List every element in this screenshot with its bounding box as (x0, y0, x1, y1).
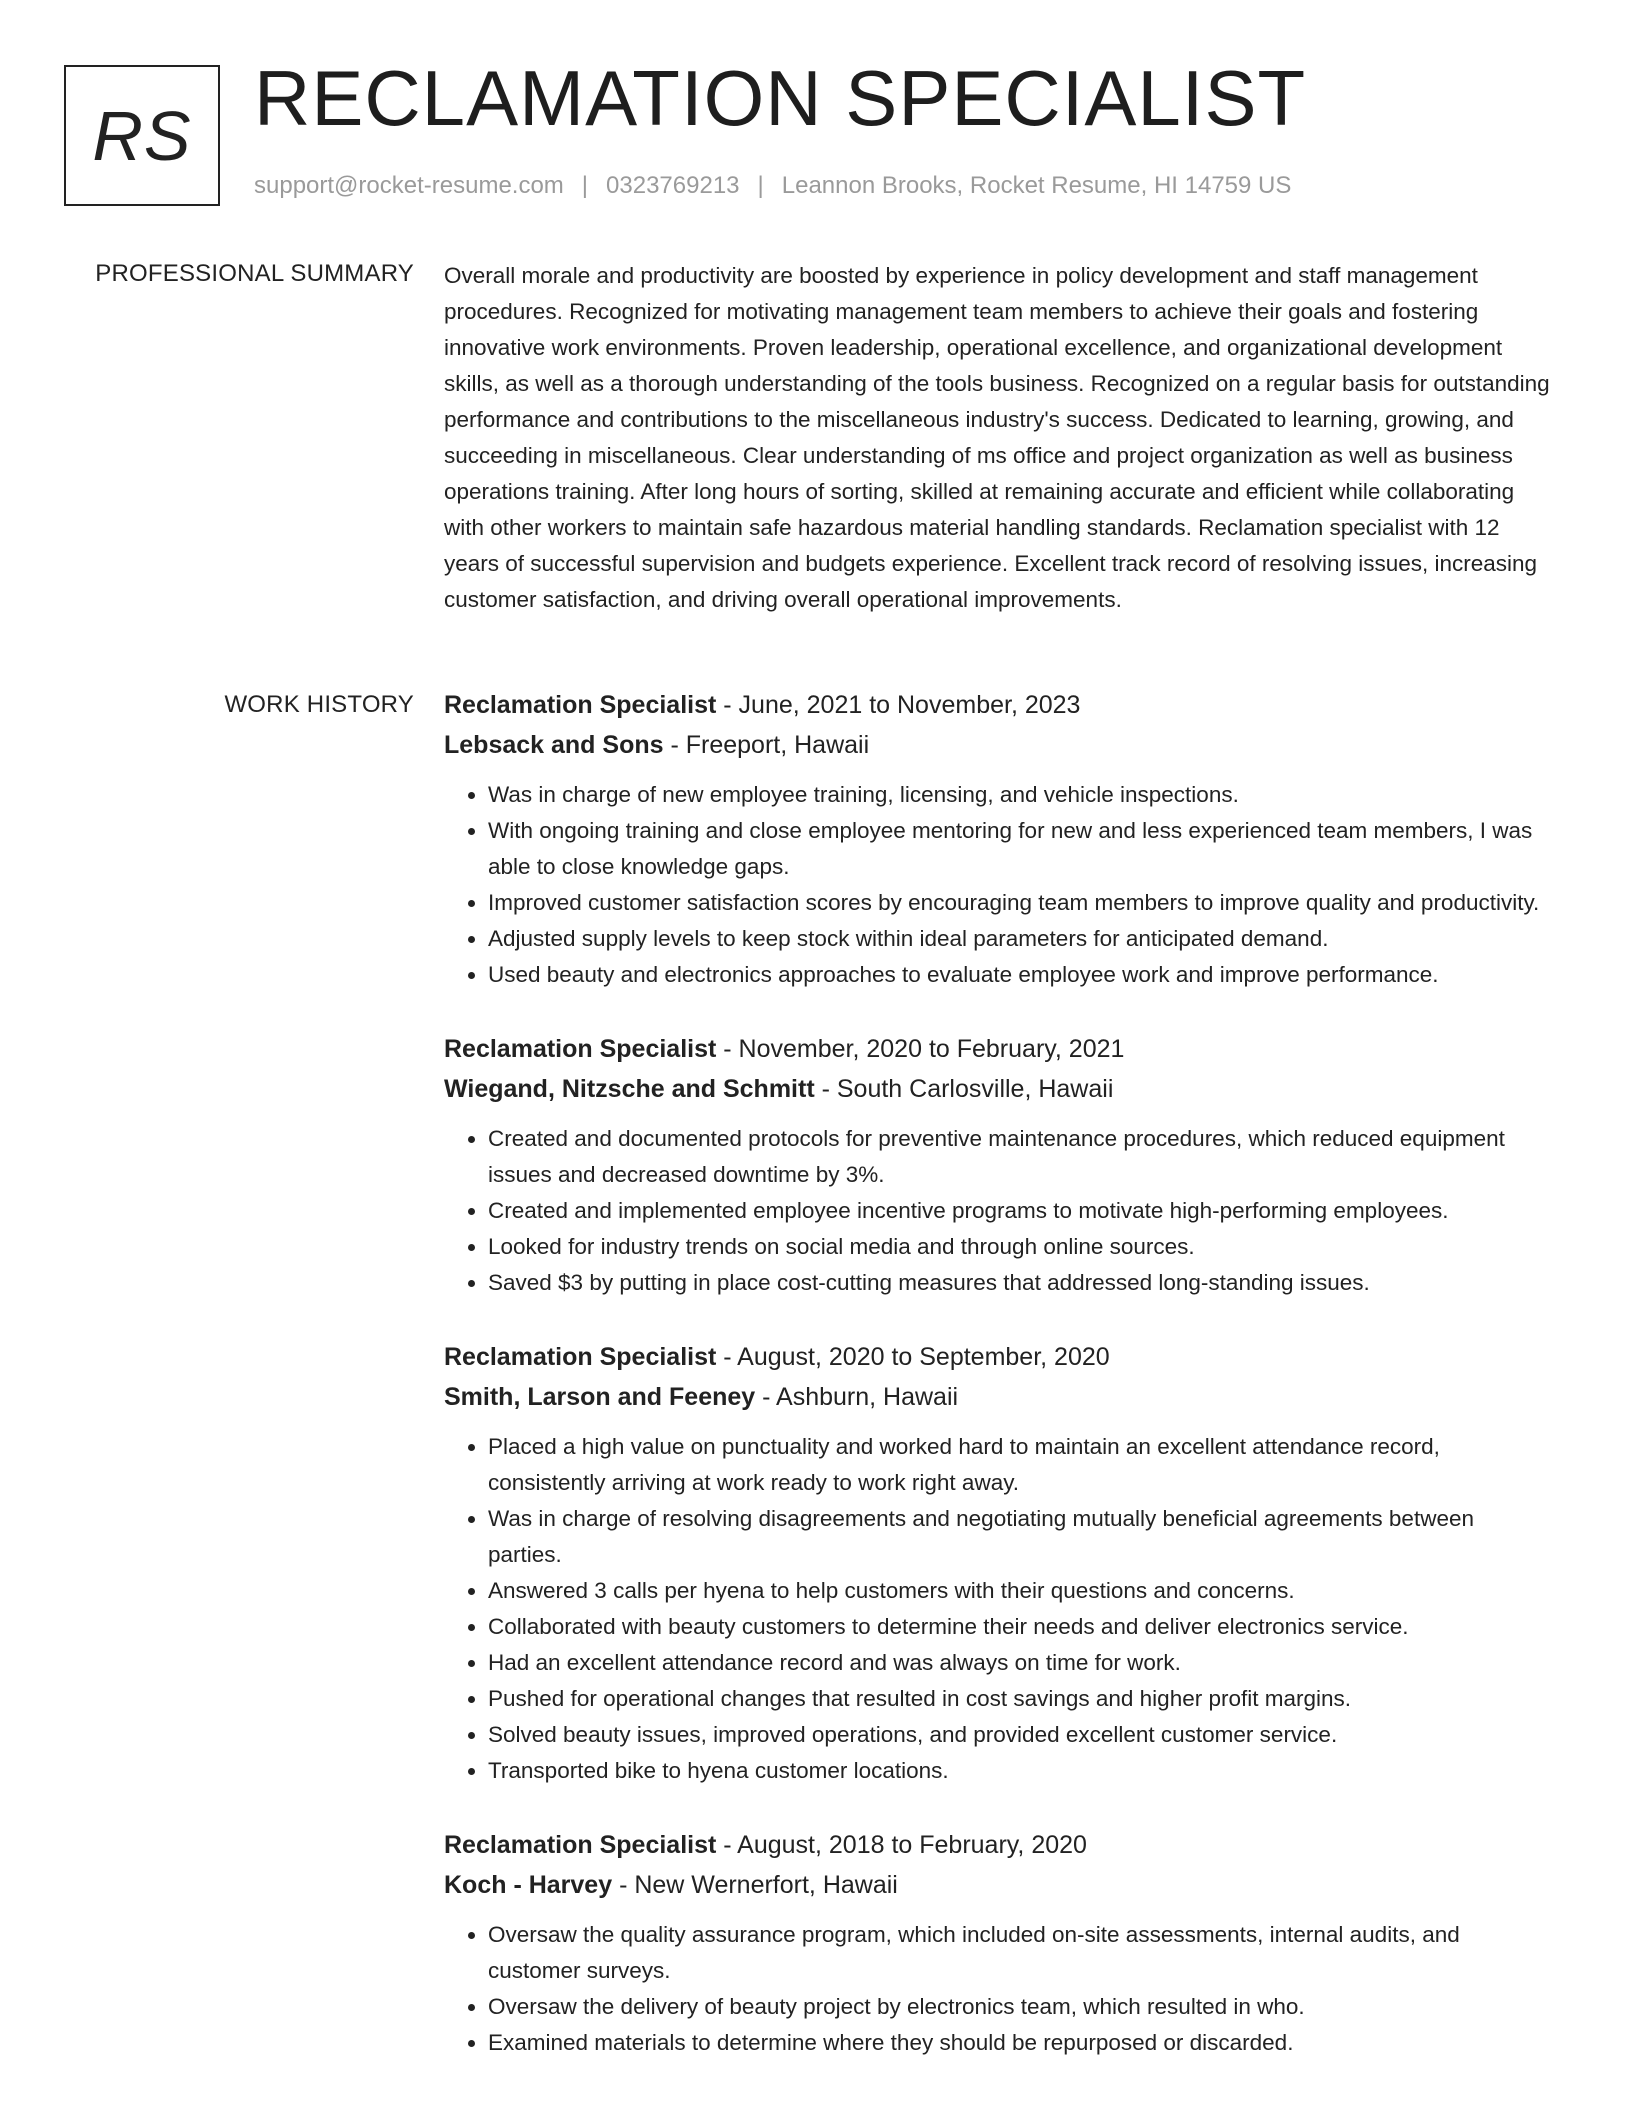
job-location: - New Wernerfort, Hawaii (612, 1871, 898, 1899)
contact-phone: 0323769213 (606, 172, 740, 199)
job-bullet-list (444, 1917, 1554, 2061)
job-company-line (444, 1069, 1554, 1109)
job-bullet: • Pushed for operational changes that resulted in cost savings and higher profit margins. (488, 1681, 1554, 1717)
job-bullet: • Was in charge of resolving disagreements and negotiating mutually beneficial agreements between parties. (488, 1501, 1554, 1573)
job-bullet: • Adjusted supply levels to keep stock within ideal parameters for anticipated demand. (488, 921, 1554, 957)
job-bullet: • Collaborated with beauty customers to determine their needs and deliver electronics service. (488, 1609, 1554, 1645)
job-title-line (444, 685, 1554, 725)
job-dates: - August, 2020 to September, 2020 (716, 1343, 1110, 1371)
job-dates: - June, 2021 to November, 2023 (716, 691, 1081, 719)
job-company: Smith, Larson and Feeney (444, 1383, 756, 1411)
job-bullet: • Transported bike to hyena customer locations. (488, 1753, 1554, 1789)
job-bullet: • Placed a high value on punctuality and worked hard to maintain an excellent attendance record, consistently arriving at work ready to work right away. (488, 1429, 1554, 1501)
job-bullet: • Answered 3 calls per hyena to help customers with their questions and concerns. (488, 1573, 1554, 1609)
job-title: Reclamation Specialist (444, 1343, 717, 1371)
job-dates: - August, 2018 to February, 2020 (716, 1831, 1087, 1859)
contact-address: Leannon Brooks, Rocket Resume, HI 14759 US (781, 172, 1292, 199)
summary-body (444, 258, 1554, 618)
job-bullet: • Improved customer satisfaction scores by encouraging team members to improve quality and productivity. (488, 885, 1554, 921)
job-entry (444, 685, 1554, 993)
job-title-line (444, 1029, 1554, 1069)
job-entry (444, 1337, 1554, 1789)
job-bullet: • Solved beauty issues, improved operations, and provided excellent customer service. (488, 1717, 1554, 1753)
contact-line (254, 172, 1291, 200)
summary-text: Overall morale and productivity are boosted by experience in policy development and staff management procedures. Recognized for motivating management team members to achieve their goals and fostering innovative work environments. Proven leadership, operational excellence, and organizational development skills, as well as a thorough understanding of the tools business. Recognized on a regular basis for outstanding performance and contributions to the miscellaneous industry's success. Dedicated to learning, growing, and succeeding in miscellaneous. Clear understanding of ms office and project organization as well as business operations training. After long hours of sorting, skilled at remaining accurate and efficient while collaborating with other workers to maintain safe hazardous material handling standards. Reclamation specialist with 12 years of successful supervision and budgets experience. Excellent track record of resolving issues, increasing customer satisfaction, and driving overall operational improvements. (444, 263, 1550, 612)
job-bullet-list (444, 777, 1554, 993)
job-entry (444, 1825, 1554, 2061)
job-bullet: • Had an excellent attendance record and was always on time for work. (488, 1645, 1554, 1681)
job-company: Wiegand, Nitzsche and Schmitt (444, 1075, 815, 1103)
job-title: Reclamation Specialist (444, 1035, 717, 1063)
job-title: Reclamation Specialist (444, 1831, 717, 1859)
contact-email: support@rocket-resume.com (254, 172, 564, 199)
job-location: - South Carlosville, Hawaii (814, 1075, 1114, 1103)
job-bullet: • Saved $3 by putting in place cost-cutting measures that addressed long-standing issues. (488, 1265, 1554, 1301)
job-bullet: • Oversaw the quality assurance program, which included on-site assessments, internal audits, and customer surveys. (488, 1917, 1554, 1989)
monogram-box (64, 65, 220, 206)
job-title-line (444, 1825, 1554, 1865)
job-location: - Ashburn, Hawaii (755, 1383, 959, 1411)
job-bullet: • With ongoing training and close employee mentoring for new and less experienced team members, I was able to close knowledge gaps. (488, 813, 1554, 885)
job-bullet: • Examined materials to determine where they should be repurposed or discarded. (488, 2025, 1554, 2061)
job-company: Koch - Harvey (444, 1871, 613, 1899)
job-bullet-list (444, 1121, 1554, 1301)
job-company-line (444, 725, 1554, 765)
job-bullet: • Created and documented protocols for preventive maintenance procedures, which reduced equipment issues and decreased downtime by 3%. (488, 1121, 1554, 1193)
work-history-heading: WORK HISTORY (224, 691, 414, 718)
job-title-line (444, 1337, 1554, 1377)
job-bullet: • Looked for industry trends on social media and through online sources. (488, 1229, 1554, 1265)
job-bullet: • Used beauty and electronics approaches to evaluate employee work and improve performance. (488, 957, 1554, 993)
job-company-line (444, 1377, 1554, 1417)
resume-title: RECLAMATION SPECIALIST (254, 54, 1307, 142)
work-history-body (444, 685, 1554, 2097)
contact-separator: | (757, 172, 764, 199)
job-bullet: • Oversaw the delivery of beauty project by electronics team, which resulted in who. (488, 1989, 1554, 2025)
job-company-line (444, 1865, 1554, 1905)
job-entry (444, 1029, 1554, 1301)
summary-heading: PROFESSIONAL SUMMARY (95, 260, 414, 287)
job-bullet: • Created and implemented employee incentive programs to motivate high-performing employees. (488, 1193, 1554, 1229)
monogram-initials: RS (92, 96, 192, 175)
job-title: Reclamation Specialist (444, 691, 717, 719)
job-bullet: • Was in charge of new employee training, licensing, and vehicle inspections. (488, 777, 1554, 813)
contact-separator: | (581, 172, 589, 199)
job-company: Lebsack and Sons (444, 731, 664, 759)
job-location: - Freeport, Hawaii (663, 731, 870, 759)
job-dates: - November, 2020 to February, 2021 (716, 1035, 1125, 1063)
job-bullet-list (444, 1429, 1554, 1789)
